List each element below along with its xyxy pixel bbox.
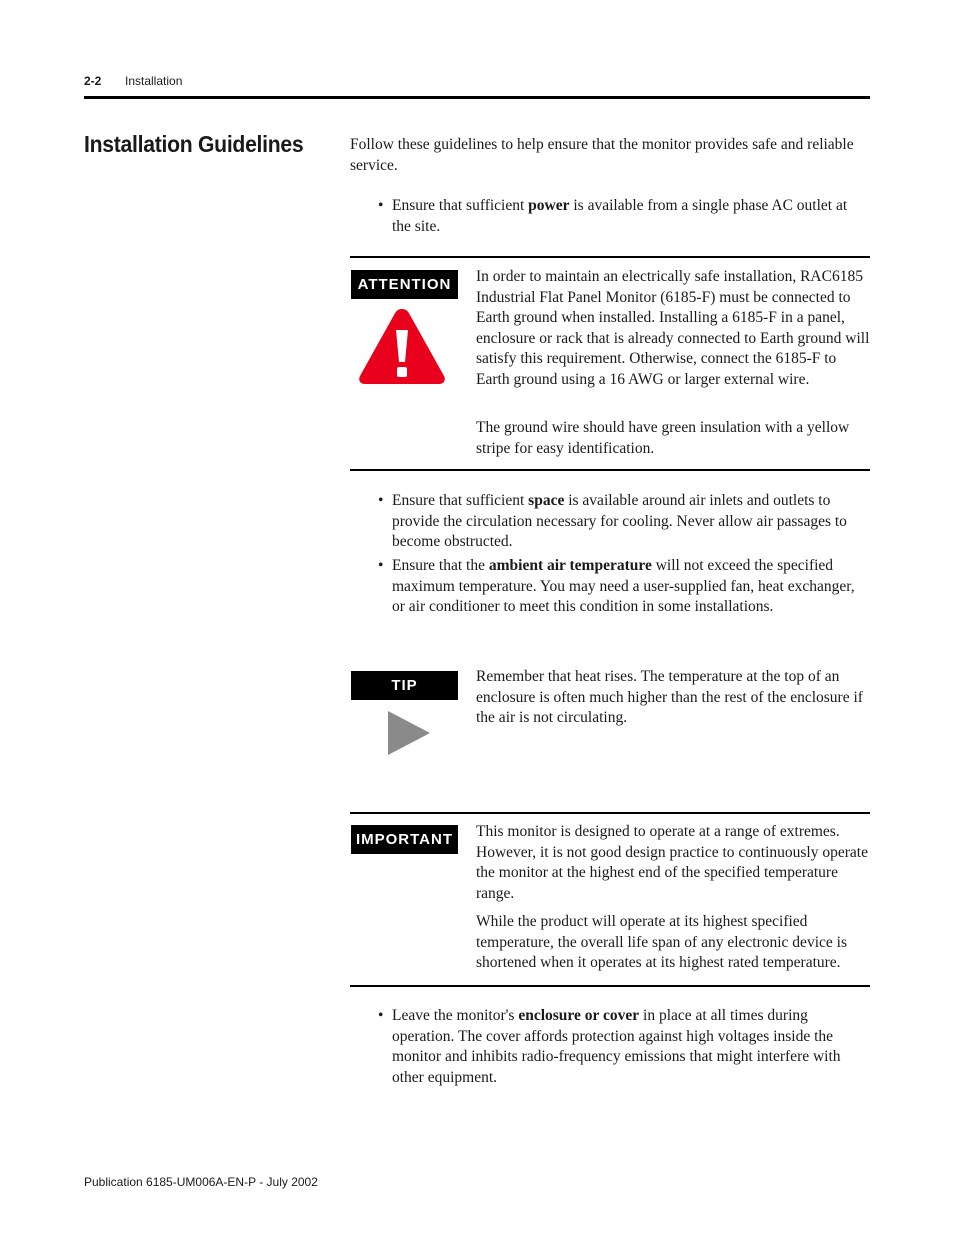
important-top-rule xyxy=(350,812,870,814)
attention-paragraph-1: In order to maintain an electrically safe installation, RAC6185 Industrial Flat Panel Monitor (6185-F) must be connected to Earth ground when installed. Installing a 6185-F in a panel, enclosure or rack that is already connected to Earth ground will satisfy this requirement. Otherwise, connect the 6185-F to Earth ground using a 16 AWG or larger external wire. xyxy=(476,268,870,388)
bullet-space-text: Ensure that sufficient space is available around air inlets and outlets to provide the circulation necessary for cooling. Never allow air passages to become obstructed. xyxy=(392,492,847,550)
tip-label: TIP xyxy=(351,671,458,700)
running-section-title: Installation xyxy=(125,74,183,88)
attention-bottom-rule xyxy=(350,469,870,471)
bullet-power-text: Ensure that sufficient power is available from a single phase AC outlet at the site. xyxy=(392,197,848,235)
important-paragraph-2: While the product will operate at its highest specified temperature, the overall life span of any electronic device is shortened when it operates at its highest rated temperature. xyxy=(476,913,847,971)
bullet-dot: • xyxy=(378,1007,384,1024)
important-label: IMPORTANT xyxy=(351,825,458,854)
bullet-temperature-text: Ensure that the ambient air temperature will not exceed the specified maximum temperature. You may need a user-supplied fan, heat exchanger, or air conditioner to meet this condition in some installations. xyxy=(392,557,855,615)
bullet-dot: • xyxy=(378,197,384,214)
tip-text: Remember that heat rises. The temperature at the top of an enclosure is often much higher than the rest of the enclosure if the air is not circulating. xyxy=(476,668,863,726)
publication-footer: Publication 6185-UM006A-EN-P - July 2002 xyxy=(84,1175,318,1189)
attention-label: ATTENTION xyxy=(351,270,458,299)
important-paragraph-1: This monitor is designed to operate at a range of extremes. However, it is not good design practice to continuously operate the monitor at the highest end of the specified temperature range. xyxy=(476,823,868,902)
section-title: Installation Guidelines xyxy=(84,131,304,157)
bullet-dot: • xyxy=(378,492,384,509)
warning-triangle-icon xyxy=(357,306,447,386)
intro-paragraph: Follow these guidelines to help ensure that the monitor provides safe and reliable service. xyxy=(350,136,854,174)
attention-paragraph-2: The ground wire should have green insulation with a yellow stripe for easy identification. xyxy=(476,419,850,457)
page-number: 2-2 xyxy=(84,74,102,88)
play-arrow-icon xyxy=(386,710,432,756)
header-rule xyxy=(84,96,870,99)
bullet-enclosure-text: Leave the monitor's enclosure or cover in place at all times during operation. The cover affords protection against high voltages inside the monitor and inhibits radio-frequency emissions that might interfere with other equipment. xyxy=(392,1007,841,1086)
attention-top-rule xyxy=(350,256,870,258)
bullet-dot: • xyxy=(378,557,384,574)
important-bottom-rule xyxy=(350,985,870,987)
